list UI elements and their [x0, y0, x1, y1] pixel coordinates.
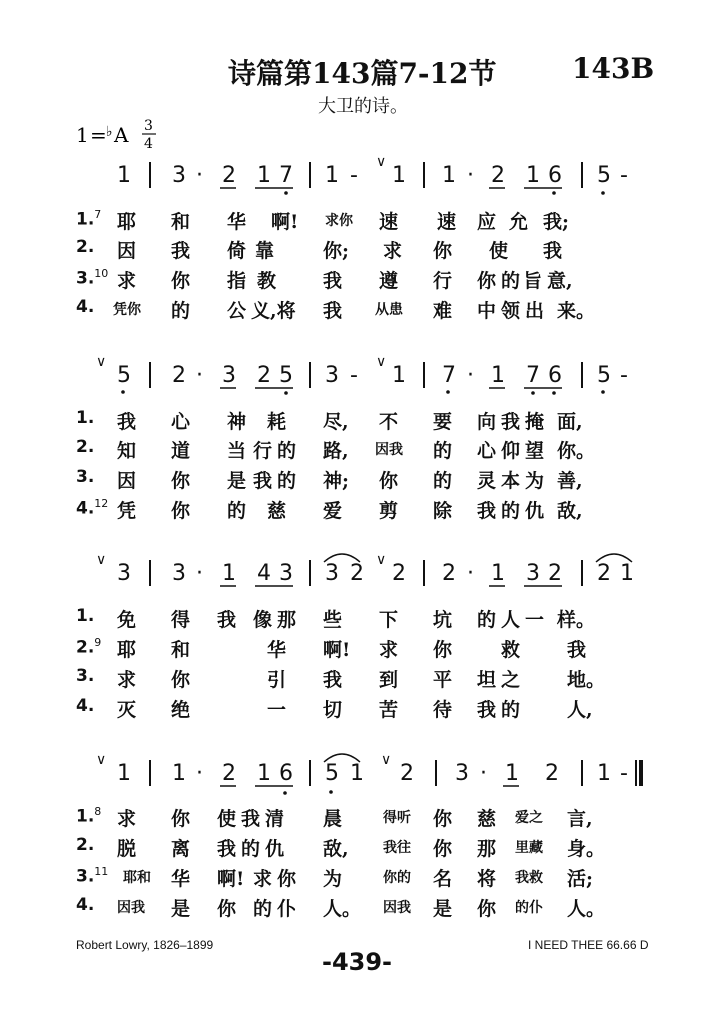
svg-text:7: 7	[279, 163, 293, 188]
svg-text:1: 1	[257, 761, 271, 786]
svg-text:1: 1	[620, 561, 634, 586]
svg-text:5: 5	[117, 363, 131, 388]
verse-number: 4.	[76, 696, 95, 716]
verse-number: 1.	[76, 606, 95, 626]
svg-text:3: 3	[172, 163, 186, 188]
svg-text:-: -	[620, 761, 628, 786]
svg-text:1: 1	[350, 761, 364, 786]
svg-text:1: 1	[442, 163, 456, 188]
svg-text:3: 3	[117, 561, 131, 586]
svg-text:2: 2	[257, 363, 271, 388]
hymn-subtitle: 大卫的诗。	[318, 96, 408, 117]
svg-text:∨: ∨	[376, 552, 387, 568]
svg-text:1: 1	[257, 163, 271, 188]
svg-text:∨: ∨	[96, 552, 107, 568]
svg-text:3: 3	[325, 363, 339, 388]
verse-number: 2.$^9$	[76, 636, 102, 658]
verse-number: 3.	[76, 666, 95, 686]
key-equals: =	[90, 123, 107, 147]
svg-text:·: ·	[196, 761, 203, 786]
svg-text:1: 1	[392, 363, 406, 388]
verse-number: 4.12	[76, 497, 109, 519]
key-note: A	[114, 123, 129, 147]
svg-text:1: 1	[597, 761, 611, 786]
svg-text:·: ·	[196, 561, 203, 586]
svg-text:·: ·	[196, 363, 203, 388]
verse-number: 2.	[76, 237, 95, 257]
system-1-notes	[117, 163, 628, 188]
svg-text:7: 7	[526, 363, 540, 388]
svg-text:1: 1	[222, 561, 236, 586]
svg-text:3: 3	[172, 561, 186, 586]
system-2-notes	[117, 363, 628, 388]
svg-text:·: ·	[467, 561, 474, 586]
svg-text:∨: ∨	[96, 752, 107, 768]
svg-text:·: ·	[467, 163, 474, 188]
svg-text:2: 2	[222, 163, 236, 188]
svg-text:∨: ∨	[376, 154, 387, 170]
verse-number: 4.	[76, 297, 95, 317]
svg-text:∨: ∨	[376, 354, 387, 370]
svg-text:∨: ∨	[381, 752, 392, 768]
svg-text:6: 6	[548, 363, 562, 388]
svg-text:-: -	[620, 363, 628, 388]
svg-text:2: 2	[172, 363, 186, 388]
svg-text:2: 2	[548, 561, 562, 586]
svg-text:3: 3	[325, 561, 339, 586]
svg-text:2: 2	[392, 561, 406, 586]
svg-text:1: 1	[325, 163, 339, 188]
svg-text:-: -	[350, 363, 358, 388]
system-4-notes	[117, 761, 628, 786]
svg-text:·: ·	[480, 761, 487, 786]
verse-number: 1.$^7$	[76, 208, 102, 230]
svg-text:∨: ∨	[96, 354, 107, 370]
svg-text:2: 2	[545, 761, 559, 786]
verse-number: 2.	[76, 835, 95, 855]
svg-text:3: 3	[222, 363, 236, 388]
svg-text:2: 2	[491, 163, 505, 188]
hymn-title: 诗篇第143篇7-12节	[228, 57, 497, 90]
svg-text:·: ·	[467, 363, 474, 388]
verse-number: 1.$^8$	[76, 805, 102, 827]
tune-name: I NEED THEE 66.66 D	[528, 938, 649, 952]
svg-text:3: 3	[279, 561, 293, 586]
svg-text:6: 6	[279, 761, 293, 786]
svg-text:6: 6	[548, 163, 562, 188]
svg-text:3: 3	[526, 561, 540, 586]
verse-number: 4.	[76, 895, 95, 915]
svg-text:3: 3	[455, 761, 469, 786]
svg-text:1: 1	[491, 561, 505, 586]
time-signature-top: 3	[144, 118, 153, 134]
composer-credit: Robert Lowry, 1826–1899	[76, 938, 214, 952]
svg-text:5: 5	[279, 363, 293, 388]
svg-text:1: 1	[491, 363, 505, 388]
svg-text:2: 2	[400, 761, 414, 786]
svg-text:2: 2	[442, 561, 456, 586]
time-signature-bottom: 4	[144, 136, 153, 152]
svg-text:1: 1	[526, 163, 540, 188]
svg-text:7: 7	[442, 363, 456, 388]
svg-text:·: ·	[196, 163, 203, 188]
svg-text:2: 2	[350, 561, 364, 586]
verse-number: 1.	[76, 408, 95, 428]
svg-text:5: 5	[597, 363, 611, 388]
svg-text:-: -	[620, 163, 628, 188]
svg-text:1: 1	[172, 761, 186, 786]
verse-number: 2.	[76, 437, 95, 457]
svg-text:1: 1	[117, 163, 131, 188]
hymn-number: 143B	[572, 52, 655, 85]
svg-text:5: 5	[597, 163, 611, 188]
svg-text:2: 2	[222, 761, 236, 786]
verse-number: 3.11	[76, 865, 109, 887]
verse-number: 3.10	[76, 267, 109, 289]
svg-text:-: -	[350, 163, 358, 188]
svg-text:1: 1	[392, 163, 406, 188]
page-number: -439-	[322, 948, 393, 976]
svg-text:5: 5	[325, 761, 339, 786]
svg-text:1: 1	[505, 761, 519, 786]
svg-text:2: 2	[597, 561, 611, 586]
flat-sign: ♭	[106, 124, 113, 140]
key-one: 1	[76, 123, 89, 147]
svg-text:1: 1	[117, 761, 131, 786]
svg-text:4: 4	[257, 561, 271, 586]
verse-number: 3.	[76, 467, 95, 487]
